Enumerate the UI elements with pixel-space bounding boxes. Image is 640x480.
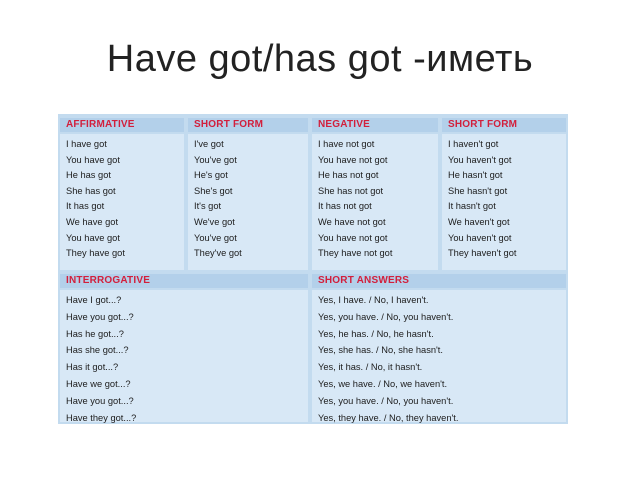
list-item: He's got [194,170,228,181]
list-item: We've got [194,216,235,227]
list-item: We have not got [318,216,386,227]
negative-short-form-header: SHORT FORM [442,118,566,132]
negative-short-form-cell [442,134,566,270]
list-item: Yes, I have. / No, I haven't. [318,295,429,305]
list-item: It hasn't got [448,201,496,212]
list-item: They haven't got [448,248,517,259]
list-item: We haven't got [448,216,510,227]
list-item: I've got [194,139,224,149]
list-item: You've got [194,154,237,165]
list-item: He hasn't got [448,170,503,181]
list-item: Has it got...? [66,362,119,373]
slide-title: Have got/has got -иметь [106,38,534,80]
list-item: Yes, you have. / No, you haven't. [318,395,454,406]
list-item: She's got [194,185,233,196]
list-item: Have you got...? [66,311,134,322]
list-item: Have you got...? [66,395,134,406]
affirmative-cell [60,134,184,270]
list-item: It has not got [318,201,372,212]
list-item: It has got [66,201,105,212]
short-form-cell [188,134,308,270]
short-answers-list [318,292,458,426]
short-form-list [194,137,242,262]
list-item: She has got [66,185,116,196]
list-item: Yes, you have. / No, you haven't. [318,311,454,322]
negative-header: NEGATIVE [312,118,438,132]
list-item: You have got [66,154,120,165]
list-item: You have got [66,232,120,243]
list-item: They have not got [318,248,393,259]
list-item: Has she got...? [66,345,129,356]
list-item: Yes, they have. / No, they haven't. [318,412,459,423]
list-item: Yes, it has. / No, it hasn't. [318,362,423,373]
list-item: You have not got [318,232,388,243]
interrogative-header: INTERROGATIVE [60,274,308,288]
list-item: You haven't got [448,232,512,243]
list-item: I haven't got [448,139,499,149]
list-item: I have got [66,139,107,149]
short-form-header: SHORT FORM [188,118,308,132]
list-item: Yes, we have. / No, we haven't. [318,378,448,389]
negative-short-form-list [448,137,516,262]
list-item: You've got [194,232,237,243]
negative-list [318,137,392,262]
list-item: It's got [194,201,222,212]
list-item: We have got [66,216,119,227]
short-answers-cell [312,290,566,422]
list-item: She hasn't got [448,185,508,196]
affirmative-header: AFFIRMATIVE [60,118,184,132]
interrogative-list [66,292,136,426]
list-item: Have we got...? [66,378,131,389]
list-item: Yes, he has. / No, he hasn't. [318,328,434,339]
list-item: He has not got [318,170,379,181]
list-item: Have I got...? [66,295,122,305]
list-item: She has not got [318,185,384,196]
list-item: They have got [66,248,125,259]
list-item: Have they got...? [66,412,137,423]
grammar-table [58,114,568,424]
list-item: Has he got...? [66,328,124,339]
short-answers-header: SHORT ANSWERS [312,274,566,288]
list-item: They've got [194,248,242,259]
list-item: Yes, she has. / No, she hasn't. [318,345,443,356]
interrogative-cell [60,290,308,422]
list-item: He has got [66,170,111,181]
list-item: I have not got [318,139,375,149]
list-item: You have not got [318,154,388,165]
negative-cell [312,134,438,270]
affirmative-list [66,137,125,262]
list-item: You haven't got [448,154,512,165]
